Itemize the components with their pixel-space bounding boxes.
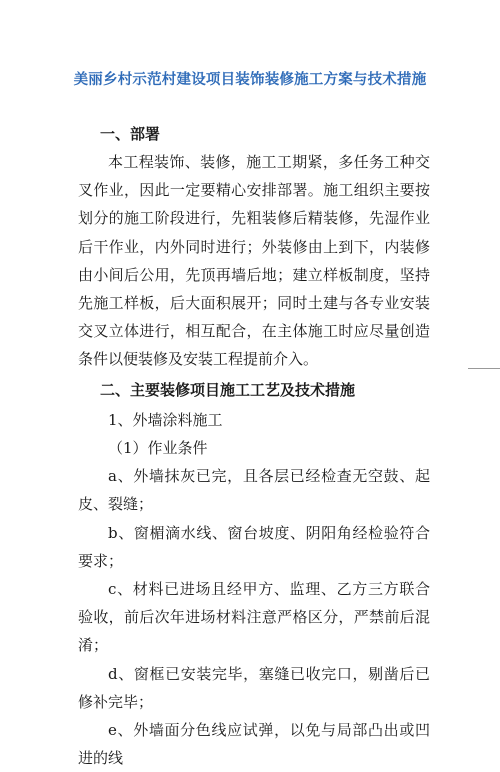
subheading-exterior-coating: 1、外墙涂料施工 bbox=[108, 410, 223, 429]
list-item-a: a、外墙抹灰已完，且各层已经检查无空鼓、起皮、裂缝； bbox=[78, 467, 430, 514]
margin-rule bbox=[468, 368, 500, 369]
deployment-paragraph: 本工程装饰、装修，施工工期紧，多任务工种交叉作业，因此一定要精心安排部署。施工组织主要按划分的施工阶段进行，先粗装修后精装修，先湿作业后干作业，内外同时进行；外装修由上到下，内装修由小间后公用，先顶再墙后地；建立样板制度，坚持先施工样板，后大面积展开；同时土建与各专业安装交叉立体进行，相互配合，在主体施工时应尽量创造条件以便装修及安装工程提前介入。 bbox=[78, 153, 430, 369]
list-item-e: e、外墙面分色线应试弹，以免与局部凸出或凹进的线 bbox=[78, 721, 430, 768]
subheading-work-conditions: （1）作业条件 bbox=[108, 439, 208, 457]
list-item-b: b、窗楣滴水线、窗台坡度、阴阳角经检验符合要求； bbox=[78, 523, 430, 570]
document-body bbox=[78, 120, 430, 772]
document-title: 美丽乡村示范村建设项目装饰装修施工方案与技术措施 bbox=[73, 71, 427, 88]
section-heading-deployment: 一、部署 bbox=[100, 125, 161, 143]
section-heading-techniques: 二、主要装修项目施工工艺及技术措施 bbox=[100, 380, 356, 399]
list-item-d: d、窗框已安装完毕，塞缝已收完口，剔凿后已修补完毕； bbox=[78, 664, 430, 711]
list-item-c: c、材料已进场且经甲方、监理、乙方三方联合验收，前后次年进场材料注意严格区分，严禁前后混淆； bbox=[78, 580, 430, 655]
